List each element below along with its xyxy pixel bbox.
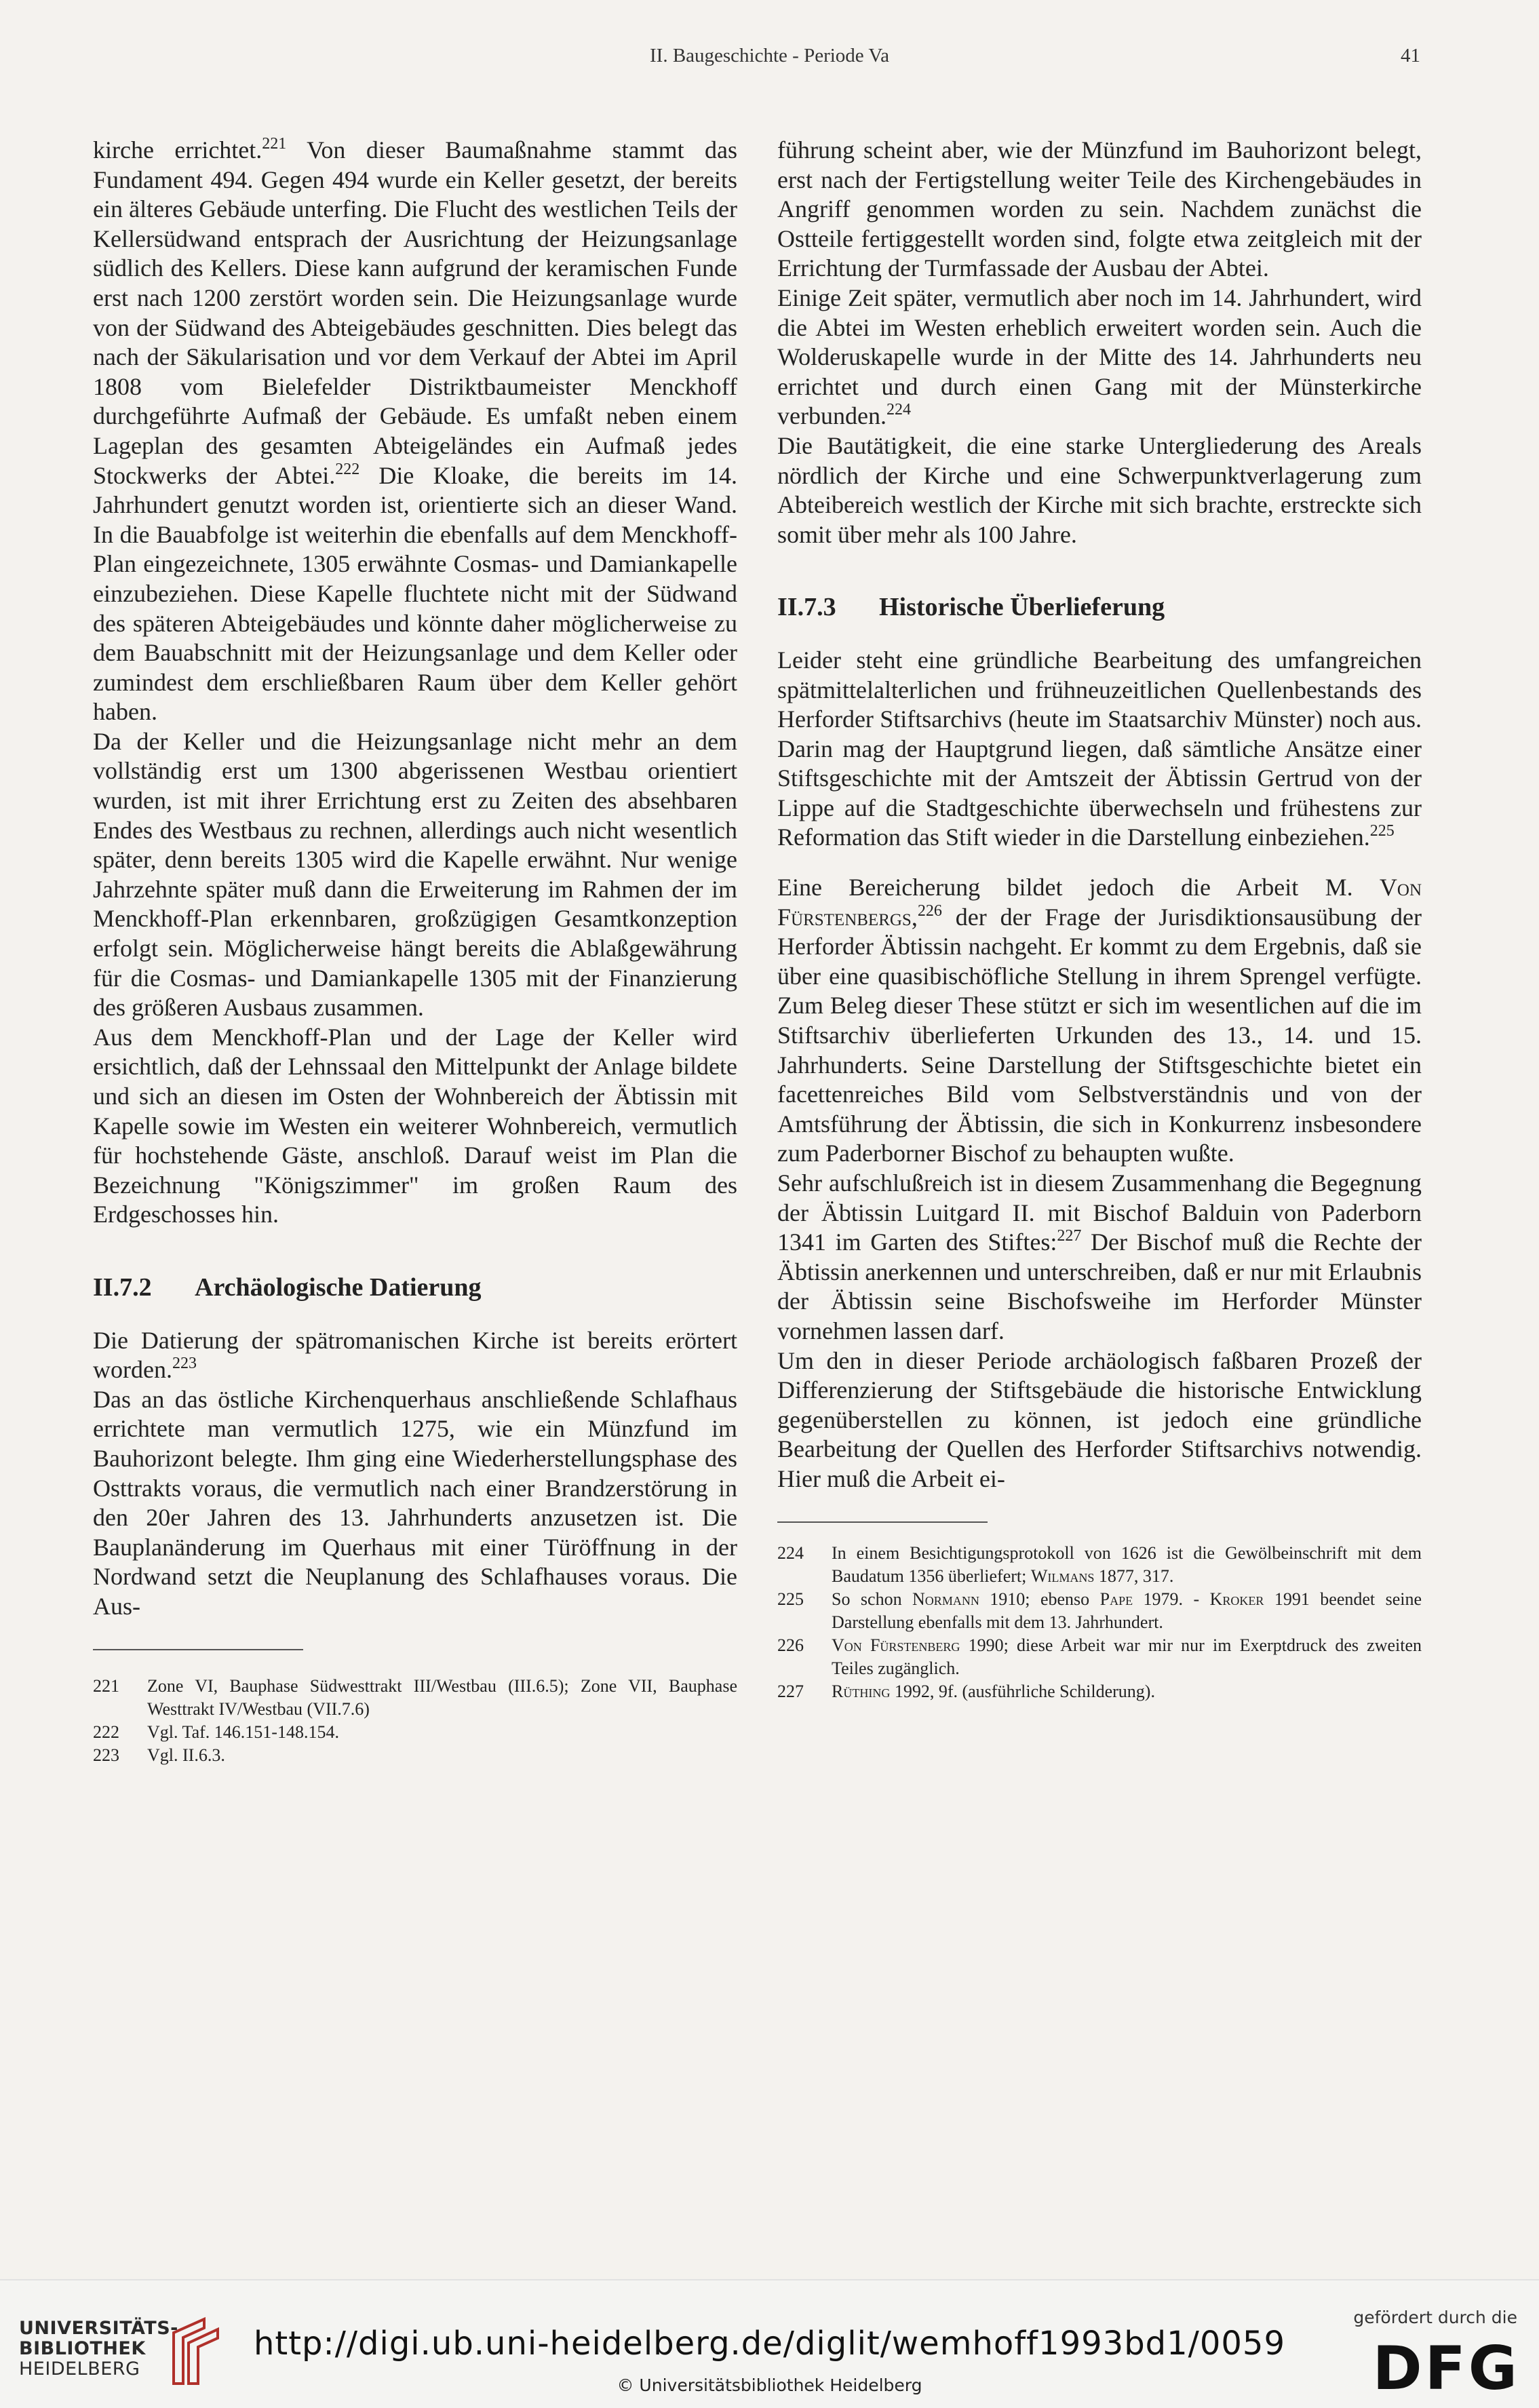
footnote-number: 223 [93,1745,119,1765]
text: Eine Bereicherung bildet jedoch die Arbeit M. [777,874,1380,901]
author-name: Von Fürstenberg [832,1635,960,1655]
paragraph [777,1169,1422,1346]
logo-line: HEIDELBERG [19,2358,140,2380]
text: Leider steht eine gründliche Bearbeitung des umfangreichen spätmittelalterlichen und frühneuzeitlichen Quellenbestands des Herforder Stiftsarchivs (heute im Staatsarchiv Münster) noch aus. Darin mag der Hauptgrund liegen, daß sämtliche Ansätze einer Stiftsgeschichte mit der Amtszeit der Äbtissin Gertrud von der Lippe auf die Stadtgeschichte überwechseln und frühestens zur Reformation das Stift wieder in die Darstellung einbeziehen. [777,646,1422,851]
footnote [777,1542,1422,1588]
text: 1990; diese Arbeit war mir nur im Exerptdruck des zweiten Teiles zugänglich. [832,1635,1422,1678]
footnote-ref-223[interactable]: 223 [172,1355,197,1373]
footnote-ref-225[interactable]: 225 [1369,822,1395,840]
text: In einem Besichtigungsprotokoll von 1626 ist die Gewölbeinschrift mit dem Baudatum 1356 überliefert; [832,1542,1422,1586]
dfg-logo[interactable]: DFG [1372,2333,1520,2403]
paragraph: Um den in dieser Periode archäologisch faßbaren Prozeß der Differenzierung der Stiftsgebäude die historische Entwicklung gegenüberstellen zu können, ist jedoch eine gründliche Bearbeitung der Quellen des Herforder Stiftsarchivs notwendig. Hier muß die Arbeit ei- [777,1346,1422,1492]
paragraph [93,136,737,727]
right-column [777,136,1422,1703]
footnote-text: Vgl. II.6.3. [147,1745,225,1765]
permalink-url[interactable]: http://digi.ub.uni-heidelberg.de/diglit/wemhoff1993bd1/0059 [253,2325,1285,2363]
text: Einige Zeit später, vermutlich aber noch im 14. Jahrhundert, wird die Abtei im Westen erheblich erweitert worden sein. Auch die Wolderuskapelle wurde in der Mitte des 14. Jahrhunderts neu errichtet und durch einen Gang mit der Münsterkirche verbunden. [777,284,1422,430]
section-title: Historische Überlieferung [879,593,1165,622]
footnote [777,1634,1422,1680]
author-name: Rüthing [832,1681,891,1701]
section-heading-ii-7-3 [777,593,1422,623]
logo-line: BIBLIOTHEK [19,2338,146,2359]
logo-line: UNIVERSITÄTS- [19,2318,178,2339]
footnote-text [832,1588,1422,1634]
footnote-text: Zone VI, Bauphase Südwesttrakt III/Westbau (III.6.5); Zone VII, Bauphase Westtrakt IV/Westbau (VII.7.6) [147,1675,737,1719]
page-number: 41 [1401,45,1420,66]
author-name: Von Fürstenbergs, [777,874,1422,931]
text: 1910; ebenso [979,1589,1100,1609]
footnote [93,1721,737,1744]
paragraph: Das an das östliche Kirchenquerhaus anschließende Schlafhaus errichtete man vermutlich 1275, wie ein Münzfund im Bauhorizont belegte. Ihm ging eine Wiederherstellungsphase des Osttrakts voraus, die vermutlich nach einer Brandzerstörung in den 20er Jahren des 13. Jahrhunderts anzusetzen ist. Die Bauplanänderung im Querhaus mit einer Türöffnung in der Nordwand setzt die Neuplanung des Schlafhauses voraus. Die Aus- [93,1385,737,1620]
section-title: Archäologische Datierung [195,1273,482,1302]
dfg-caption: gefördert durch die [1353,2308,1517,2327]
text: Sehr aufschlußreich ist in diesem Zusammenhang die Begegnung der Äbtissin Luitgard II. mit Bischof Balduin von Paderborn 1341 im Garten des Stiftes: [777,1169,1422,1256]
text: kirche errichtet. [93,136,262,163]
footnote [93,1744,737,1767]
paragraph: führung scheint aber, wie der Münzfund im Bauhorizont belegt, erst nach der Fertigstellung weiter Teile des Kirchengebäudes in Angriff genommen worden zu sein. Nachdem zunächst die Ostteile fertiggestellt worden sind, folgte etwa zeitgleich mit der Errichtung der Turmfassade der Ausbau der Abtei. [777,136,1422,282]
author-name: Pape [1099,1589,1133,1609]
author-name: Wilmans [1030,1566,1095,1586]
left-column [93,136,737,1767]
text: 1992, 9f. (ausführliche Schilderung). [890,1681,1155,1701]
footnote-number: 222 [93,1722,119,1742]
section-number: II.7.2 [93,1273,152,1302]
footnote-text [832,1680,1422,1703]
footnote-ref-227[interactable]: 227 [1057,1227,1082,1245]
footnote-text: Vgl. Taf. 146.151-148.154. [147,1722,339,1742]
paragraph [777,284,1422,431]
author-name: Kroker [1209,1589,1264,1609]
paragraph: Die Bautätigkeit, die eine starke Untergliederung des Areals nördlich der Kirche und eine Schwerpunktverlagerung zum Abteibereich westlich der Kirche mit sich brachte, erstreckte sich somit über mehr als 100 Jahre. [777,431,1422,548]
footnote-ref-226[interactable]: 226 [917,901,942,920]
footnote-ref-221[interactable]: 221 [262,135,287,153]
text: 1991 beendet seine Darstellung ebenfalls mit dem 13. Jahrhundert. [832,1589,1422,1632]
digitization-footer [0,2279,1539,2408]
footnote-separator [777,1521,988,1523]
footnote-ref-222[interactable]: 222 [335,460,360,478]
text: Von dieser Baumaßnahme stammt das Fundament 494. Gegen 494 wurde ein Keller gesetzt, der bereits ein älteres Gebäude unterfing. Die Flucht des westlichen Teils der Kellersüdwand entsprach der Ausrichtung der Heizungsanlage südlich des Kellers. Diese kann aufgrund der keramischen Funde erst nach 1200 zerstört worden sein. Die Heizungsanlage wurde von der Südwand des Abteigebäudes geschnitten. Dies belegt das nach der Säkularisation und vor dem Verkauf der Abtei im April 1808 vom Bielefelder Distriktbaumeister Menckhoff durchgeführte Aufmaß der Gebäude. Es umfaßt neben einem Lageplan des gesamten Abteigeländes ein Aufmaß jedes Stockwerks der Abtei. [93,136,737,489]
author-name: Normann [912,1589,979,1609]
text: 1877, 317. [1094,1566,1174,1586]
section-heading-ii-7-2 [93,1273,737,1303]
running-head: II. Baugeschichte - Periode Va [650,45,889,66]
text: Die Kloake, die bereits im 14. Jahrhundert genutzt worden ist, orientierte sich an dieser Wand. In die Bauabfolge ist weiterhin die ebenfalls auf dem Menckhoff-Plan eingezeichnete, 1305 erwähnte Cosmas- und Damiankapelle einzubeziehen. Diese Kapelle fluchtete nicht mit der Südwand des späteren Abteigebäudes und könnte daher möglicherweise zu dem Bauabschnitt mit der Heizungsanlage und dem Keller oder zumindest dem erschließbaren Raum über dem Keller gehört haben. [93,461,737,726]
copyright-notice: © Universitätsbibliothek Heidelberg [617,2375,922,2395]
footnotes-right [777,1542,1422,1703]
text: der der Frage der Jurisdiktionsausübung der Herforder Äbtissin nachgeht. Er kommt zu dem Ergebnis, daß sie über eine quasibischöfliche Stellung in ihrem Sprengel verfügte. Zum Beleg dieser These stützt er sich im wesentlichen auf die im Stiftsarchiv überlieferten Urkunden des 13., 14. und 15. Jahrhunderts. Seine Darstellung der Stiftsgeschichte bietet ein facettenreiches Bild vom Selbstverständnis und von der Amtsführung der Äbtissin, die sich in Konkurrenz insbesondere zum Paderborner Bischof zu behaupten wußte. [777,903,1422,1167]
footnote-separator [93,1649,303,1650]
footnote-number: 226 [777,1635,804,1655]
text: Der Bischof muß die Rechte der Äbtissin anerkennen und unterschreiben, daß er nur mit Erlaubnis der Äbtissin seine Bischofsweihe im Herforder Münster vornehmen lassen darf. [777,1228,1422,1344]
footnotes-left [93,1675,737,1767]
footnote-number: 221 [93,1675,119,1696]
footnote [777,1588,1422,1634]
footnote-number: 227 [777,1681,804,1701]
text: 1979. - [1133,1589,1210,1609]
paragraph [93,1326,737,1385]
footnote [777,1680,1422,1703]
footnote-ref-224[interactable]: 224 [886,401,911,419]
text: So schon [832,1589,913,1609]
footnote-text [832,1634,1422,1680]
footnote-number: 224 [777,1542,804,1563]
footnote-text [832,1542,1422,1588]
footnote-number: 225 [777,1589,804,1609]
text: Die Datierung der spätromanischen Kirche ist bereits erörtert worden. [93,1326,737,1384]
section-number: II.7.3 [777,593,836,622]
paragraph [777,873,1422,1169]
paragraph: Da der Keller und die Heizungsanlage nicht mehr an dem vollständig erst um 1300 abgerissenen Westbau orientiert wurden, ist mit ihrer Errichtung erst zu Zeiten des absehbaren Endes des Westbaus zu rechnen, allerdings auch nicht wesentlich später, denn bereits 1305 wird die Kapelle erwähnt. Nur wenige Jahrzehnte später muß dann die Erweiterung im Rahmen der im Menckhoff-Plan erkennbaren, großzügigen Gesamtkonzeption erfolgt sein. Möglicherweise hängt bereits die Ablaßgewährung für die Cosmas- und Damiankapelle 1305 mit der Finanzierung des größeren Ausbaus zusammen. [93,727,737,1022]
footnote [93,1675,737,1721]
paragraph [777,646,1422,853]
paragraph: Aus dem Menckhoff-Plan und der Lage der Keller wird ersichtlich, daß der Lehnssaal den Mittelpunkt der Anlage bildete und sich an diesen im Osten der Wohnbereich der Äbtissin mit Kapelle sowie im Westen ein weiterer Wohnbereich, vermutlich für hochstehende Gäste, anschloß. Darauf weist im Plan die Bezeichnung "Königszimmer" im großen Raum des Erdgeschosses hin. [93,1023,737,1228]
